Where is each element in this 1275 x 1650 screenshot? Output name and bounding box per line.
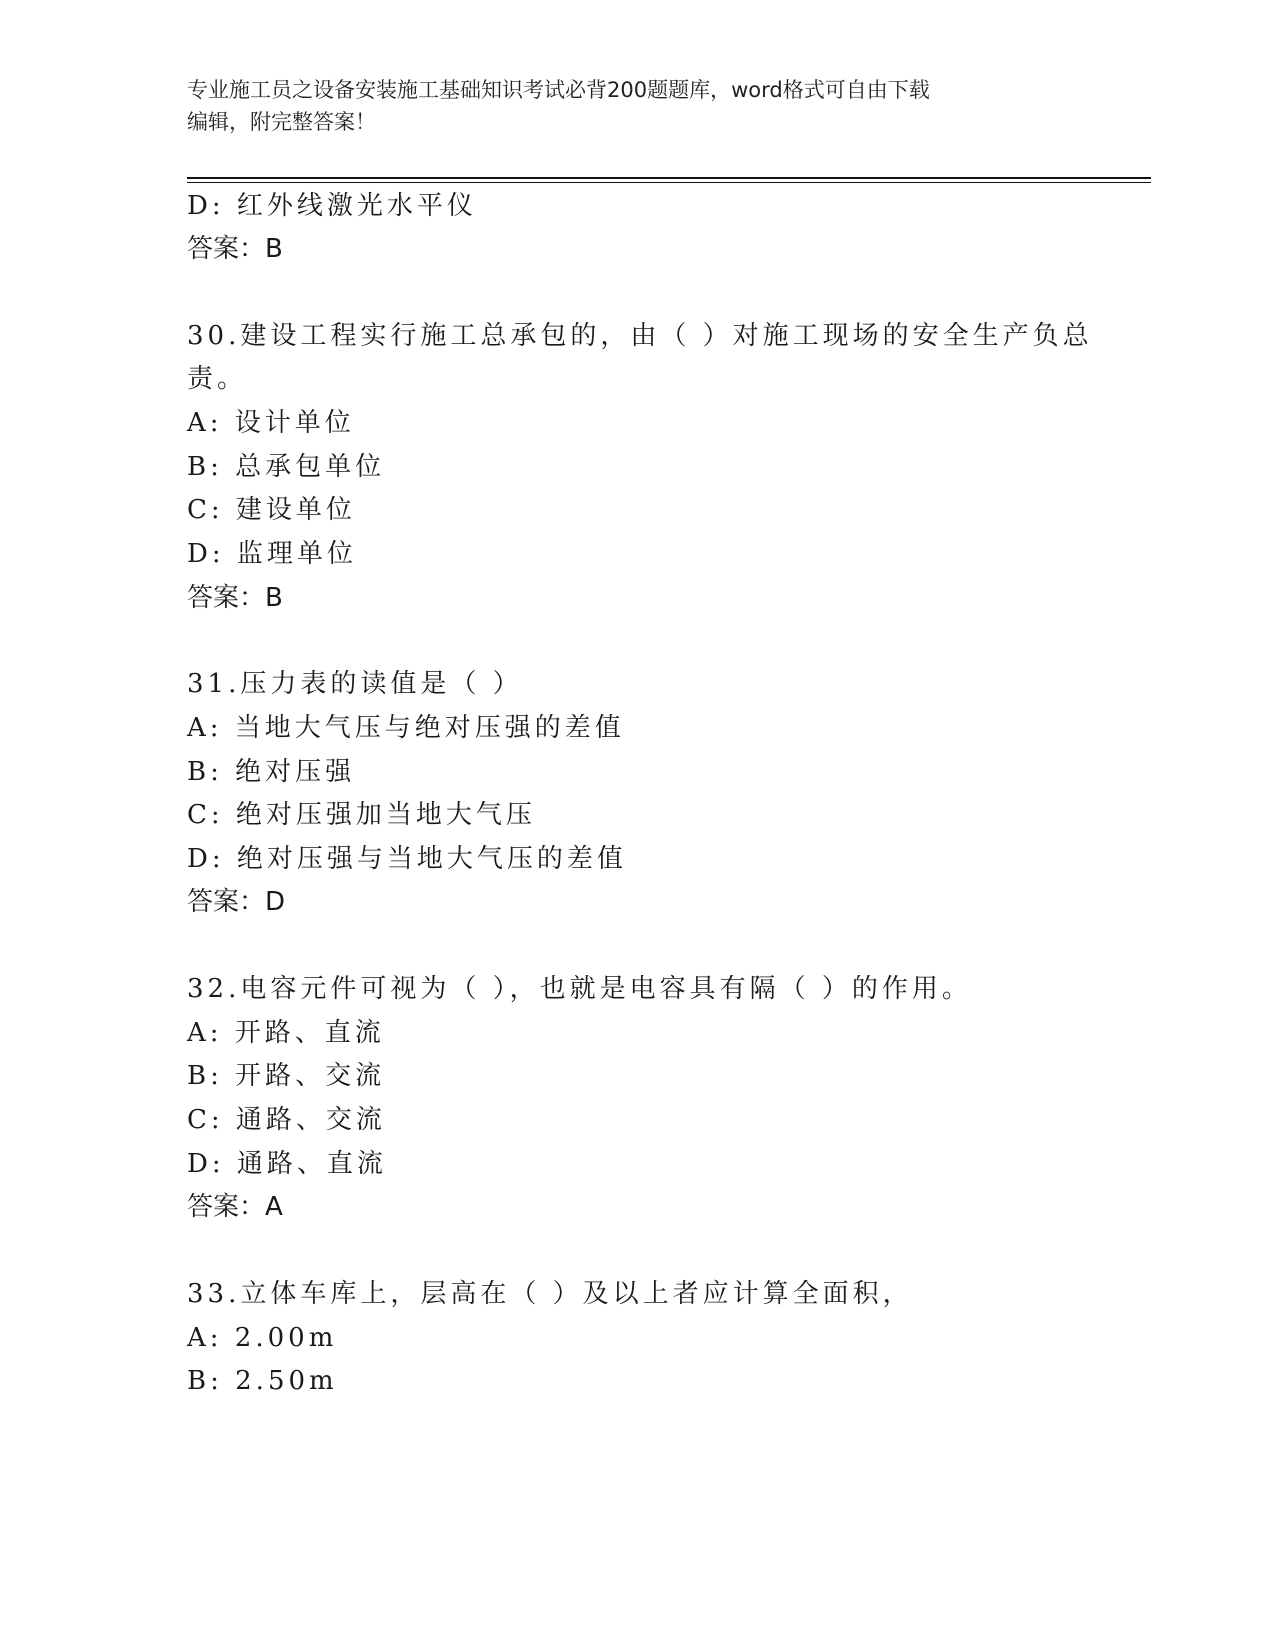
q30-answer: 答案：B: [187, 583, 283, 613]
q31-option-a: A: 当地大气压与绝对压强的差值: [187, 713, 625, 743]
header-line-2: 编辑，附完整答案！: [187, 110, 376, 134]
q30-option-c: C: 建设单位: [187, 495, 356, 525]
q30-option-a: A: 设计单位: [187, 408, 355, 438]
q31-answer: 答案：D: [187, 887, 286, 917]
q32-option-a: A: 开路、直流: [187, 1018, 385, 1048]
q30-option-b: B: 总承包单位: [187, 452, 386, 482]
header-divider-thick: [187, 177, 1151, 179]
q33-stem: 33.立体车库上，层高在（ ）及以上者应计算全面积，: [187, 1279, 913, 1309]
q31-stem: 31.压力表的读值是（ ）: [187, 669, 523, 699]
header-line-1: 专业施工员之设备安装施工基础知识考试必背200题题库，word格式可自由下载: [187, 78, 930, 102]
q31-option-c: C: 绝对压强加当地大气压: [187, 800, 536, 830]
q31-option-b: B: 绝对压强: [187, 757, 356, 787]
q29-option-d: D: 红外线激光水平仪: [187, 191, 477, 221]
page-header: [187, 74, 1087, 138]
q32-option-b: B: 开路、交流: [187, 1061, 386, 1091]
q30-stem-line-1: 30.建设工程实行施工总承包的，由（ ）对施工现场的安全生产负总: [187, 321, 1093, 351]
q31-option-d: D: 绝对压强与当地大气压的差值: [187, 844, 627, 874]
q32-stem: 32.电容元件可视为（ ），也就是电容具有隔（ ）的作用。: [187, 974, 972, 1004]
header-divider-thin: [187, 182, 1151, 183]
q32-option-d: D: 通路、直流: [187, 1149, 387, 1179]
q32-answer: 答案：A: [187, 1192, 283, 1222]
q30-option-d: D: 监理单位: [187, 539, 357, 569]
q33-option-a: A: 2.00m: [187, 1323, 338, 1353]
q29-answer: 答案：B: [187, 234, 283, 264]
q30-stem-line-2: 责。: [187, 364, 248, 394]
q33-option-b: B: 2.50m: [187, 1366, 338, 1396]
q32-option-c: C: 通路、交流: [187, 1105, 386, 1135]
